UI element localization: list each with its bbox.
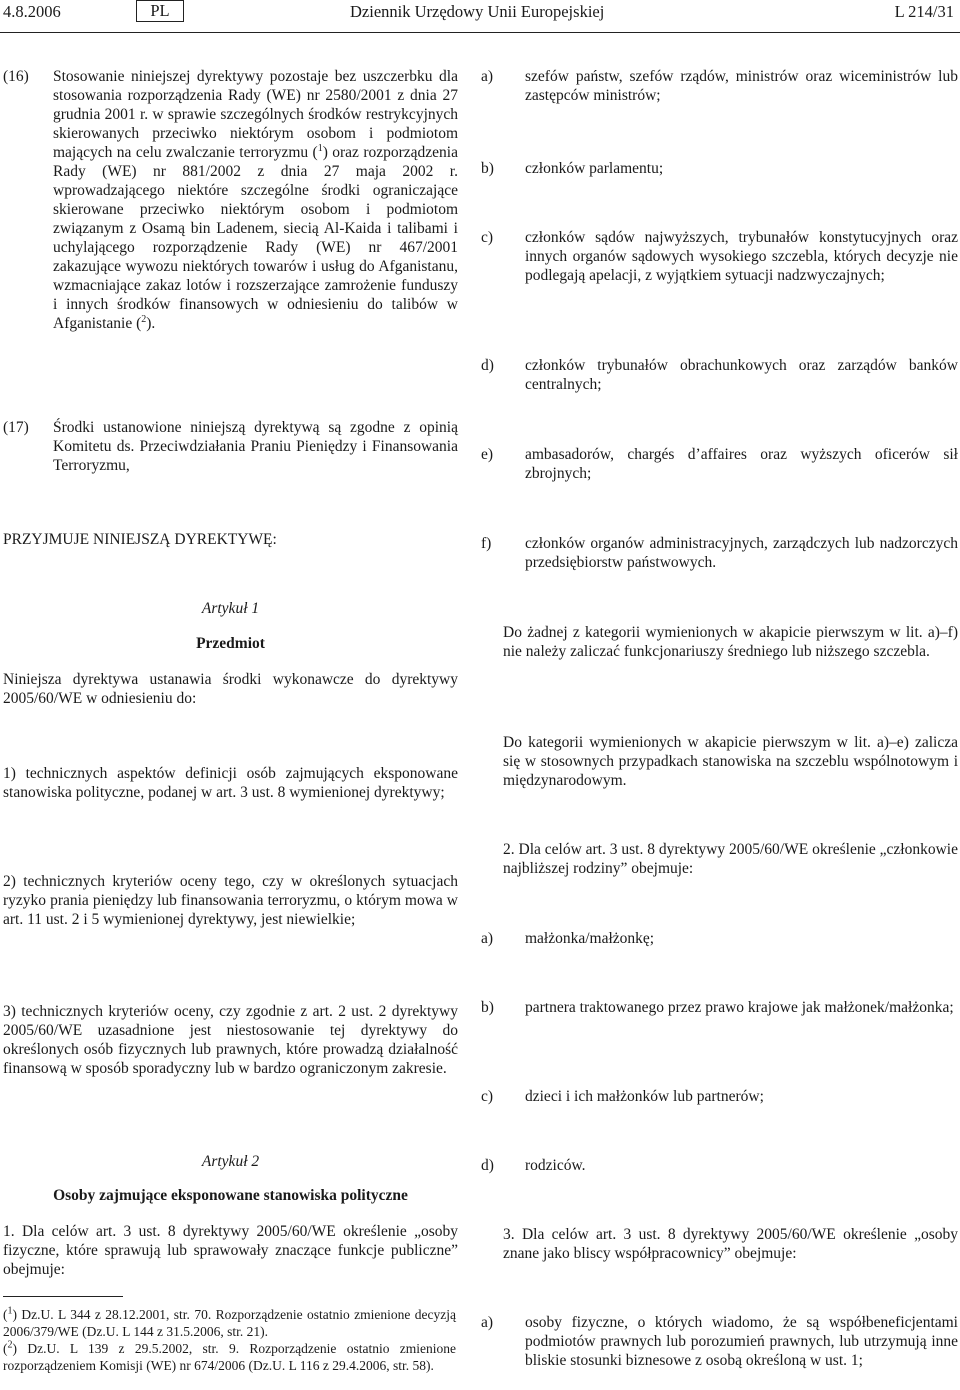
list-item-c: c) członków sądów najwyższych, trybunałów konstytucyjnych oraz innych organów sądowych wysokiego szczebla, których decyzje nie podlegają apelacji, z wyjątkiem sytuacji nadzwyczajnych; [481,229,958,284]
recital-text: Stosowanie niniejszej dyrektywy pozostaje bez uszczerbku dla stosowania rozporządzenia Rady (WE) nr 2580/2001 z dnia 27 grudnia 2001 r. w sprawie szczególnych środków restrykcyjnych skierowanych przeciwko niektórym osobom i podmiotom mających na celu zwalczanie terroryzmu ($^1$) oraz rozporządzenia Rady (WE) nr 881/2002 z dnia 27 maja 2002 r. wprowadzającego niektóre szczególne środki ograniczające skierowane przeciwko niektórym osobom i podmiotom związanym z Osamą bin Ladenem, siecią Al-Kaida i talibami i uchylającego rozporządzenie Rady (WE) nr 467/2001 zakazujące wywozu niektórych towarów i usług do Afganistanu, wzmacniające zakaz lotów i rozszerzające zamrożenie funduszy i innych środków finansowych w odniesieniu do talibów w Afganistanie ($^2$). [53,68,458,332]
journal-title: Dziennik Urzędowy Unii Europejskiej [350,2,605,21]
publication-date: 4.8.2006 [3,2,61,21]
list-item-f: f) członków organów administracyjnych, zarządczych lub nadzorczych przedsiębiorstw państwowych. [481,535,958,571]
article-2-title: Osoby zajmujące eksponowane stanowiska polityczne [53,1187,408,1204]
subparagraph-3: Do kategorii wymienionych w akapicie pierwszym w lit. a)–e) zalicza się w stosownych przypadkach stanowiska na szczeblu wspólnotowym i międzynarodowym. [503,734,958,789]
recital-16 [3,67,458,333]
article-2-label: Artykuł 2 [201,1153,260,1170]
header-rule [0,32,960,33]
family-item-c: c) dzieci i ich małżonków lub partnerów; [481,1088,764,1105]
recital-17 [3,418,458,475]
article-1-title: Przedmiot [196,635,265,652]
footnote-ref-1[interactable]: 1 [317,142,323,154]
article-1-point-3: 3) technicznych kryteriów oceny, czy zgodnie z art. 2 ust. 2 dyrektywy 2005/60/WE uzasadnione jest niestosowanie tej dyrektywy do określonych osób fizycznych lub prawnych, które prowadzą działalność finansową w sposób sporadyczny lub w bardzo ograniczonym zakresie. [3,1003,458,1077]
recital-number: (16) [3,68,29,85]
family-item-d: d) rodziców. [481,1157,586,1174]
article-1-point-2: 2) technicznych kryteriów oceny tego, czy w określonych sytuacjach ryzyko prania pieniędzy lub finansowania terroryzmu, o którym mowa w art. 11 ust. 2 i 5 wymienionej dyrektywy, jest niewielkie; [3,873,458,928]
family-item-b: b) partnera traktowanego przez prawo krajowe jak małżonek/małżonka; [481,999,954,1016]
article-2-paragraph-3: 3. Dla celów art. 3 ust. 8 dyrektywy 2005/60/WE określenie „osoby znane jako bliscy współpracownicy” obejmuje: [503,1226,958,1262]
article-1-point-1: 1) technicznych aspektów definicji osób zajmujących eksponowane stanowiska polityczne, podanej w art. 3 ust. 8 wymienionej dyrektywy; [3,765,458,801]
footnote-ref-2[interactable]: 2 [141,313,147,325]
article-1-label: Artykuł 1 [201,600,260,617]
enacting-formula: PRZYJMUJE NINIEJSZĄ DYREKTYWĘ: [3,531,277,548]
associate-item-a: a) osoby fizyczne, o których wiadomo, że są współbeneficjentami podmiotów prawnych lub porozumień prawnych, lub utrzymują inne bliskie stosunki biznesowe z osobą określoną w ust. 1; [481,1314,958,1369]
list-item-b: b) członków parlamentu; [481,160,664,177]
footnote-2: ($^2$) Dz.U. L 139 z 29.5.2002, str. 9. Rozporządzenie ostatnio zmienione rozporządzeniem Komisji (WE) nr 674/2006 (Dz.U. L 116 z 29.4.2006, str. 58). [3,1339,456,1373]
subparagraph-2: Do żadnej z kategorii wymienionych w akapicie pierwszym w lit. a)–f) nie należy zaliczać funkcjonariuszy średniego lub niższego szczebla. [503,624,958,660]
list-item-d: d) członków trybunałów obrachunkowych oraz zarządów banków centralnych; [481,357,958,393]
list-item-a: a) szefów państw, szefów rządów, ministrów oraz wiceministrów lub zastępców ministrów; [481,68,958,104]
issue-reference: L 214/31 [894,2,954,21]
list-item-e: e) ambasadorów, chargés d’affaires oraz wyższych oficerów sił zbrojnych; [481,446,958,482]
article-2-paragraph-2: 2. Dla celów art. 3 ust. 8 dyrektywy 2005/60/WE określenie „członkowie najbliższej rodziny” obejmuje: [503,841,958,877]
footnote-1: ($^1$) Dz.U. L 344 z 28.12.2001, str. 70. Rozporządzenie ostatnio zmienione decyzją 2006/379/WE (Dz.U. L 144 z 31.5.2006, str. 21). [3,1305,456,1339]
article-2-paragraph-1: 1. Dla celów art. 3 ust. 8 dyrektywy 2005/60/WE określenie „osoby fizyczne, które sprawują lub sprawowały znaczące funkcje publiczne” obejmuje: [3,1223,458,1278]
recital-text: Środki ustanowione niniejszą dyrektywą są zgodne z opinią Komitetu ds. Przeciwdziałania Praniu Pieniędzy i Finansowania Terroryzmu, [53,419,458,474]
article-1-intro: Niniejsza dyrektywa ustanawia środki wykonawcze do dyrektywy 2005/60/WE w odniesieniu do: [3,671,458,707]
family-item-a: a) małżonka/małżonkę; [481,930,655,947]
language-box: PL [136,0,184,22]
footnote-rule [3,1296,123,1297]
recital-number: (17) [3,419,29,436]
